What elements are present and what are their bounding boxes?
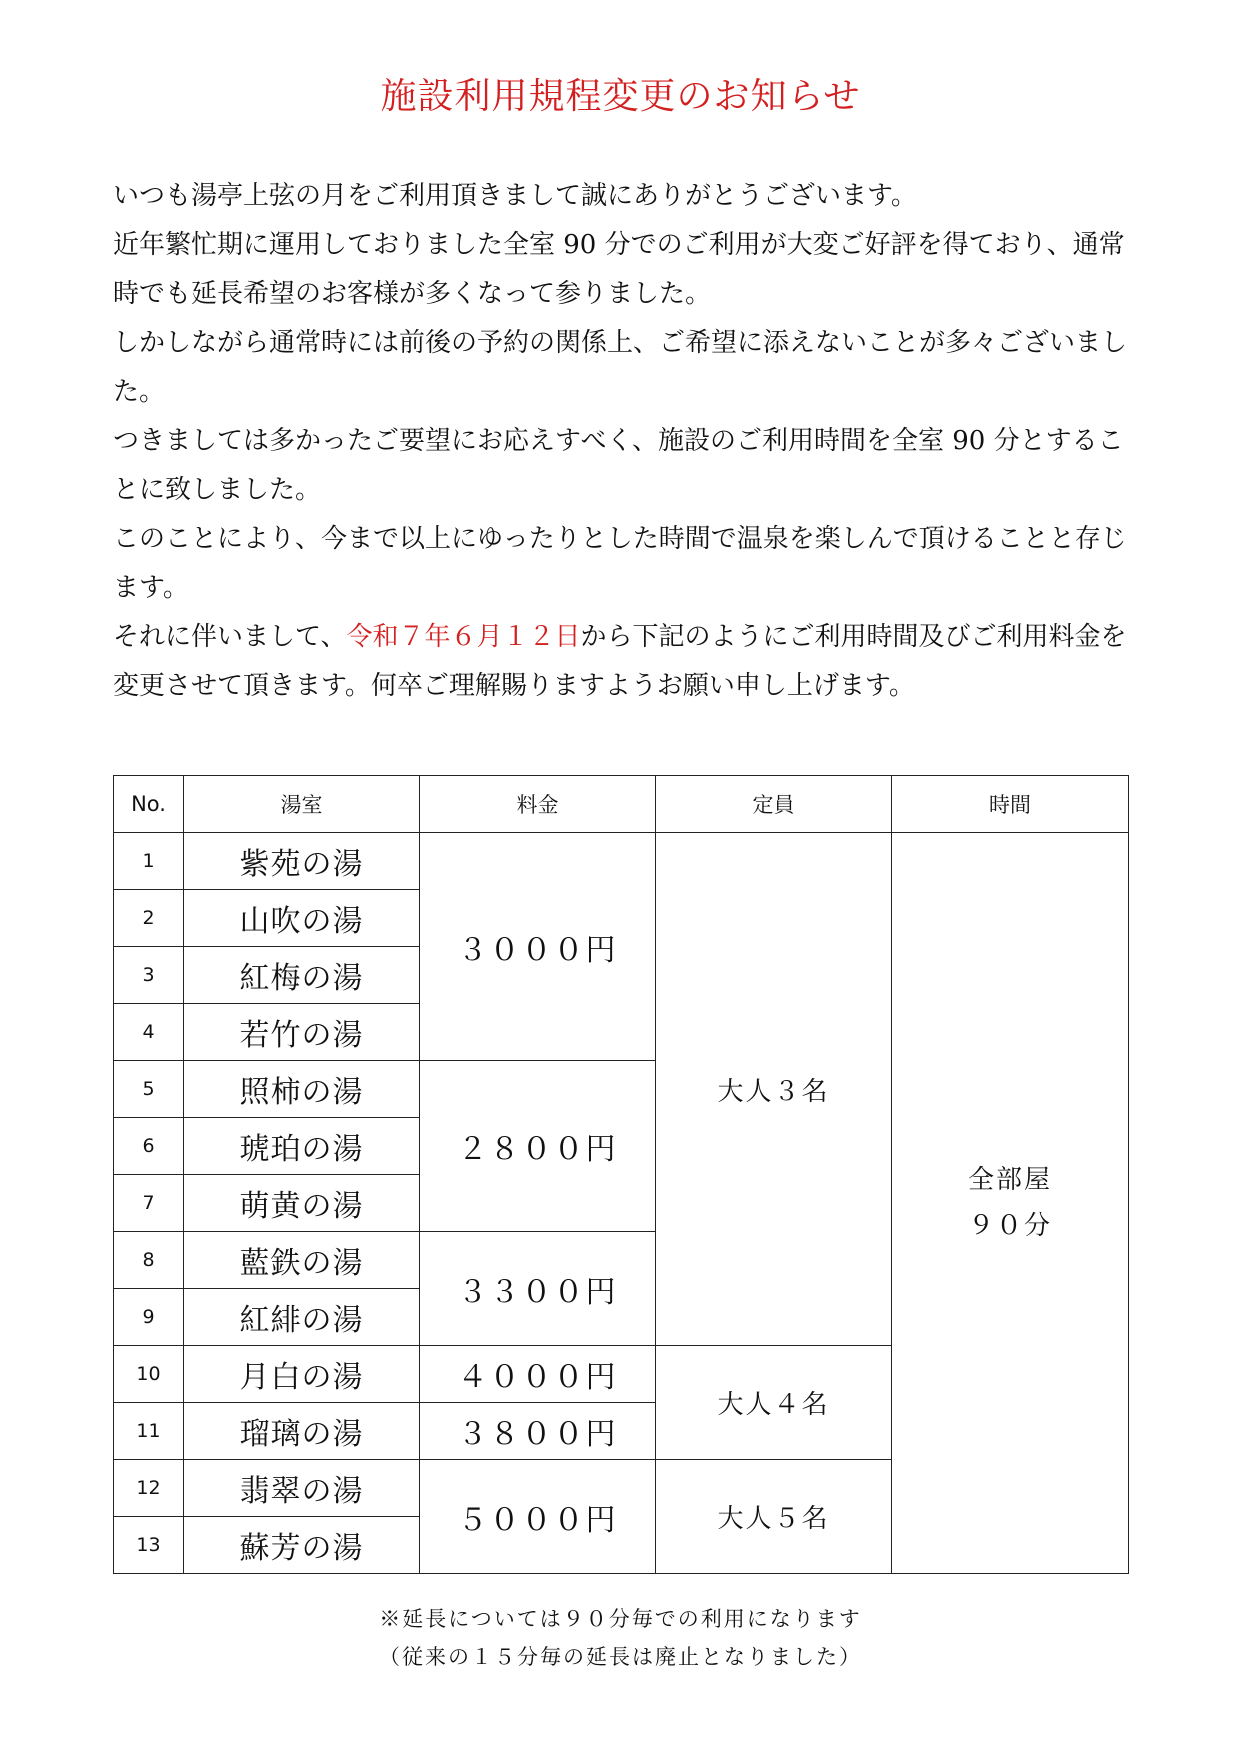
room-name: 紫苑の湯 — [184, 833, 420, 890]
paragraph-effective-date — [113, 613, 1133, 711]
page-title: 施設利用規程変更のお知らせ — [380, 76, 861, 117]
row-number: 2 — [114, 890, 184, 947]
row-number: 4 — [114, 1004, 184, 1061]
room-name: 琥珀の湯 — [184, 1118, 420, 1175]
row-number: 6 — [114, 1118, 184, 1175]
capacity-cell: 大人５名 — [656, 1460, 892, 1574]
paragraph-background: 近年繁忙期に運用しておりました全室 90 分でのご利用が大変ご好評を得ており、通常時でも延長希望のお客様が多くなって参りました。 — [113, 230, 1125, 309]
row-number: 7 — [114, 1175, 184, 1232]
price-cell: ３８００円 — [420, 1403, 656, 1460]
room-table — [113, 775, 1129, 1574]
capacity-cell: 大人４名 — [656, 1346, 892, 1460]
row-number: 13 — [114, 1517, 184, 1574]
footnotes — [0, 1600, 1241, 1676]
room-name: 萌黄の湯 — [184, 1175, 420, 1232]
row-number: 12 — [114, 1460, 184, 1517]
row-number: 5 — [114, 1061, 184, 1118]
room-name: 照柿の湯 — [184, 1061, 420, 1118]
effective-intro: それに伴いまして、 — [113, 622, 347, 652]
capacity-cell: 大人３名 — [656, 833, 892, 1346]
price-cell: ２８００円 — [420, 1061, 656, 1232]
effective-rest: から下記のようにご利用時間及びご利用料金を変更させて頂きます。何卒ご理解賜りますようお願い申し上げます。 — [113, 622, 1127, 701]
row-number: 10 — [114, 1346, 184, 1403]
time-line-1: 全部屋 — [967, 1165, 1052, 1195]
time-cell — [892, 833, 1129, 1574]
header-room: 湯室 — [184, 776, 420, 833]
paragraph-issue: しかしながら通常時には前後の予約の関係上、ご希望に添えないことが多々ございました。 — [113, 328, 1128, 407]
room-name: 蘇芳の湯 — [184, 1517, 420, 1574]
row-number: 3 — [114, 947, 184, 1004]
header-price: 料金 — [420, 776, 656, 833]
row-number: 8 — [114, 1232, 184, 1289]
room-name: 山吹の湯 — [184, 890, 420, 947]
footnote-extension: ※延長については９０分毎での利用になります — [379, 1607, 862, 1631]
body-text — [113, 172, 1133, 711]
price-cell: ５０００円 — [420, 1460, 656, 1574]
time-line-2: ９０分 — [967, 1211, 1052, 1241]
table-row — [114, 833, 1129, 890]
paragraph-benefit: このことにより、今まで以上にゆったりとした時間で温泉を楽しんで頂けることと存じます。 — [113, 524, 1127, 603]
header-time: 時間 — [892, 776, 1129, 833]
row-number: 9 — [114, 1289, 184, 1346]
room-name: 紅梅の湯 — [184, 947, 420, 1004]
paragraph-greeting: いつも湯亭上弦の月をご利用頂きまして誠にありがとうございます。 — [113, 181, 917, 211]
row-number: 11 — [114, 1403, 184, 1460]
row-number: 1 — [114, 833, 184, 890]
room-name: 紅緋の湯 — [184, 1289, 420, 1346]
room-name: 瑠璃の湯 — [184, 1403, 420, 1460]
price-cell: ３３００円 — [420, 1232, 656, 1346]
header-capacity: 定員 — [656, 776, 892, 833]
room-name: 若竹の湯 — [184, 1004, 420, 1061]
room-name: 藍鉄の湯 — [184, 1232, 420, 1289]
price-cell: ３０００円 — [420, 833, 656, 1061]
room-name: 翡翠の湯 — [184, 1460, 420, 1517]
footnote-abolished: （従来の１５分毎の延長は廃止となりました） — [379, 1645, 862, 1669]
header-no: No. — [114, 776, 184, 833]
room-name: 月白の湯 — [184, 1346, 420, 1403]
table-header-row — [114, 776, 1129, 833]
paragraph-decision: つきましては多かったご要望にお応えすべく、施設のご利用時間を全室 90 分とすることに致しました。 — [113, 426, 1124, 505]
price-cell: ４０００円 — [420, 1346, 656, 1403]
effective-date: 令和７年６月１２日 — [346, 622, 581, 652]
